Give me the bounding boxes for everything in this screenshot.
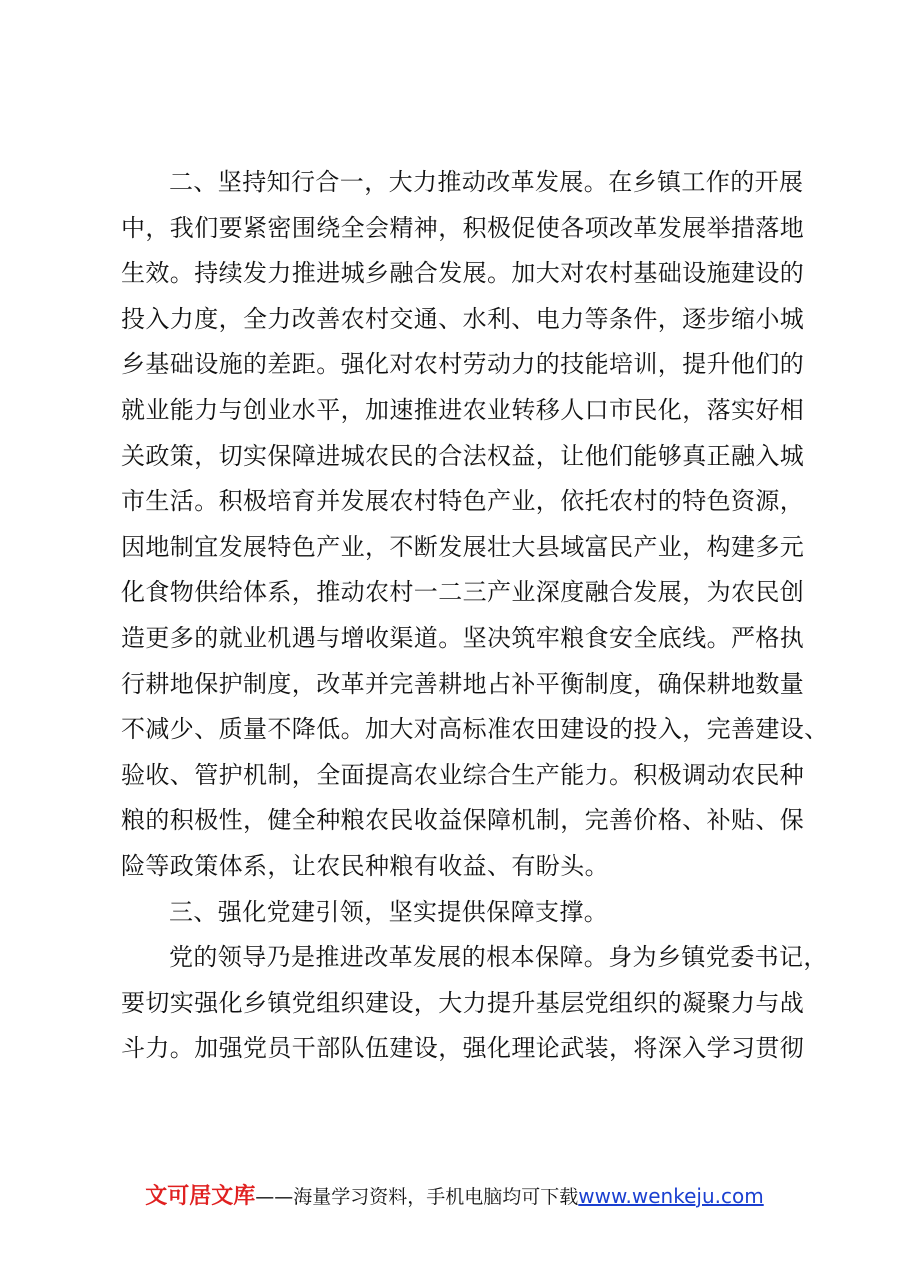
footer-tagline: ——海量学习资料，手机电脑均可下载 <box>255 1186 579 1208</box>
text-line: 不减少、质量不降低。加大对高标准农田建设的投入，完善建设、 <box>121 715 829 744</box>
document-body <box>121 160 829 1072</box>
text-line: 化食物供给体系，推动农村一二三产业深度融合发展，为农民创 <box>121 578 805 607</box>
text-line: 三、强化党建引领，坚实提供保障支撑。 <box>169 897 609 926</box>
text-line: 二、坚持知行合一，大力推动改革发展。在乡镇工作的开展 <box>169 168 804 196</box>
text-line: 市生活。积极培育并发展农村特色产业，依托农村的特色资源， <box>121 487 805 516</box>
text-line: 造更多的就业机遇与增收渠道。坚决筑牢粮食安全底线。严格执 <box>121 623 805 652</box>
footer-brand-name: 文可居文库 <box>145 1184 256 1209</box>
paragraph-party-leadership <box>121 935 828 1072</box>
text-line: 投入力度，全力改善农村交通、水利、电力等条件，逐步缩小城 <box>121 304 805 333</box>
footer-website-link[interactable]: www.wenkeju.com <box>578 1184 764 1208</box>
section-heading-party-building <box>121 890 791 936</box>
text-line: 要切实强化乡镇党组织建设，大力提升基层党组织的凝聚力与战 <box>121 988 805 1017</box>
footer-banner <box>0 1180 909 1213</box>
text-line: 就业能力与创业水平，加速推进农业转移人口市民化，落实好相 <box>121 395 805 424</box>
text-line: 险等政策体系，让农民种粮有收益、有盼头。 <box>121 851 609 880</box>
text-line: 关政策，切实保障进城农民的合法权益，让他们能够真正融入城 <box>121 441 805 470</box>
text-line: 粮的积极性，健全种粮农民收益保障机制，完善价格、补贴、保 <box>121 806 805 835</box>
text-line: 党的领导乃是推进改革发展的根本保障。身为乡镇党委书记， <box>169 943 828 972</box>
text-line: 乡基础设施的差距。强化对农村劳动力的技能培训，提升他们的 <box>121 350 805 379</box>
text-line: 斗力。加强党员干部队伍建设，强化理论武装，将深入学习贯彻 <box>121 1034 805 1063</box>
text-line: 中，我们要紧密围绕全会精神，积极促使各项改革发展举措落地 <box>121 213 805 242</box>
text-line: 生效。持续发力推进城乡融合发展。加大对农村基础设施建设的 <box>121 259 805 288</box>
text-line: 验收、管护机制，全面提高农业综合生产能力。积极调动农民种 <box>121 760 805 789</box>
paragraph-reform-development <box>121 160 829 890</box>
text-line: 行耕地保护制度，改革并完善耕地占补平衡制度，确保耕地数量 <box>121 669 805 698</box>
text-line: 因地制宜发展特色产业，不断发展壮大县域富民产业，构建多元 <box>121 532 805 561</box>
